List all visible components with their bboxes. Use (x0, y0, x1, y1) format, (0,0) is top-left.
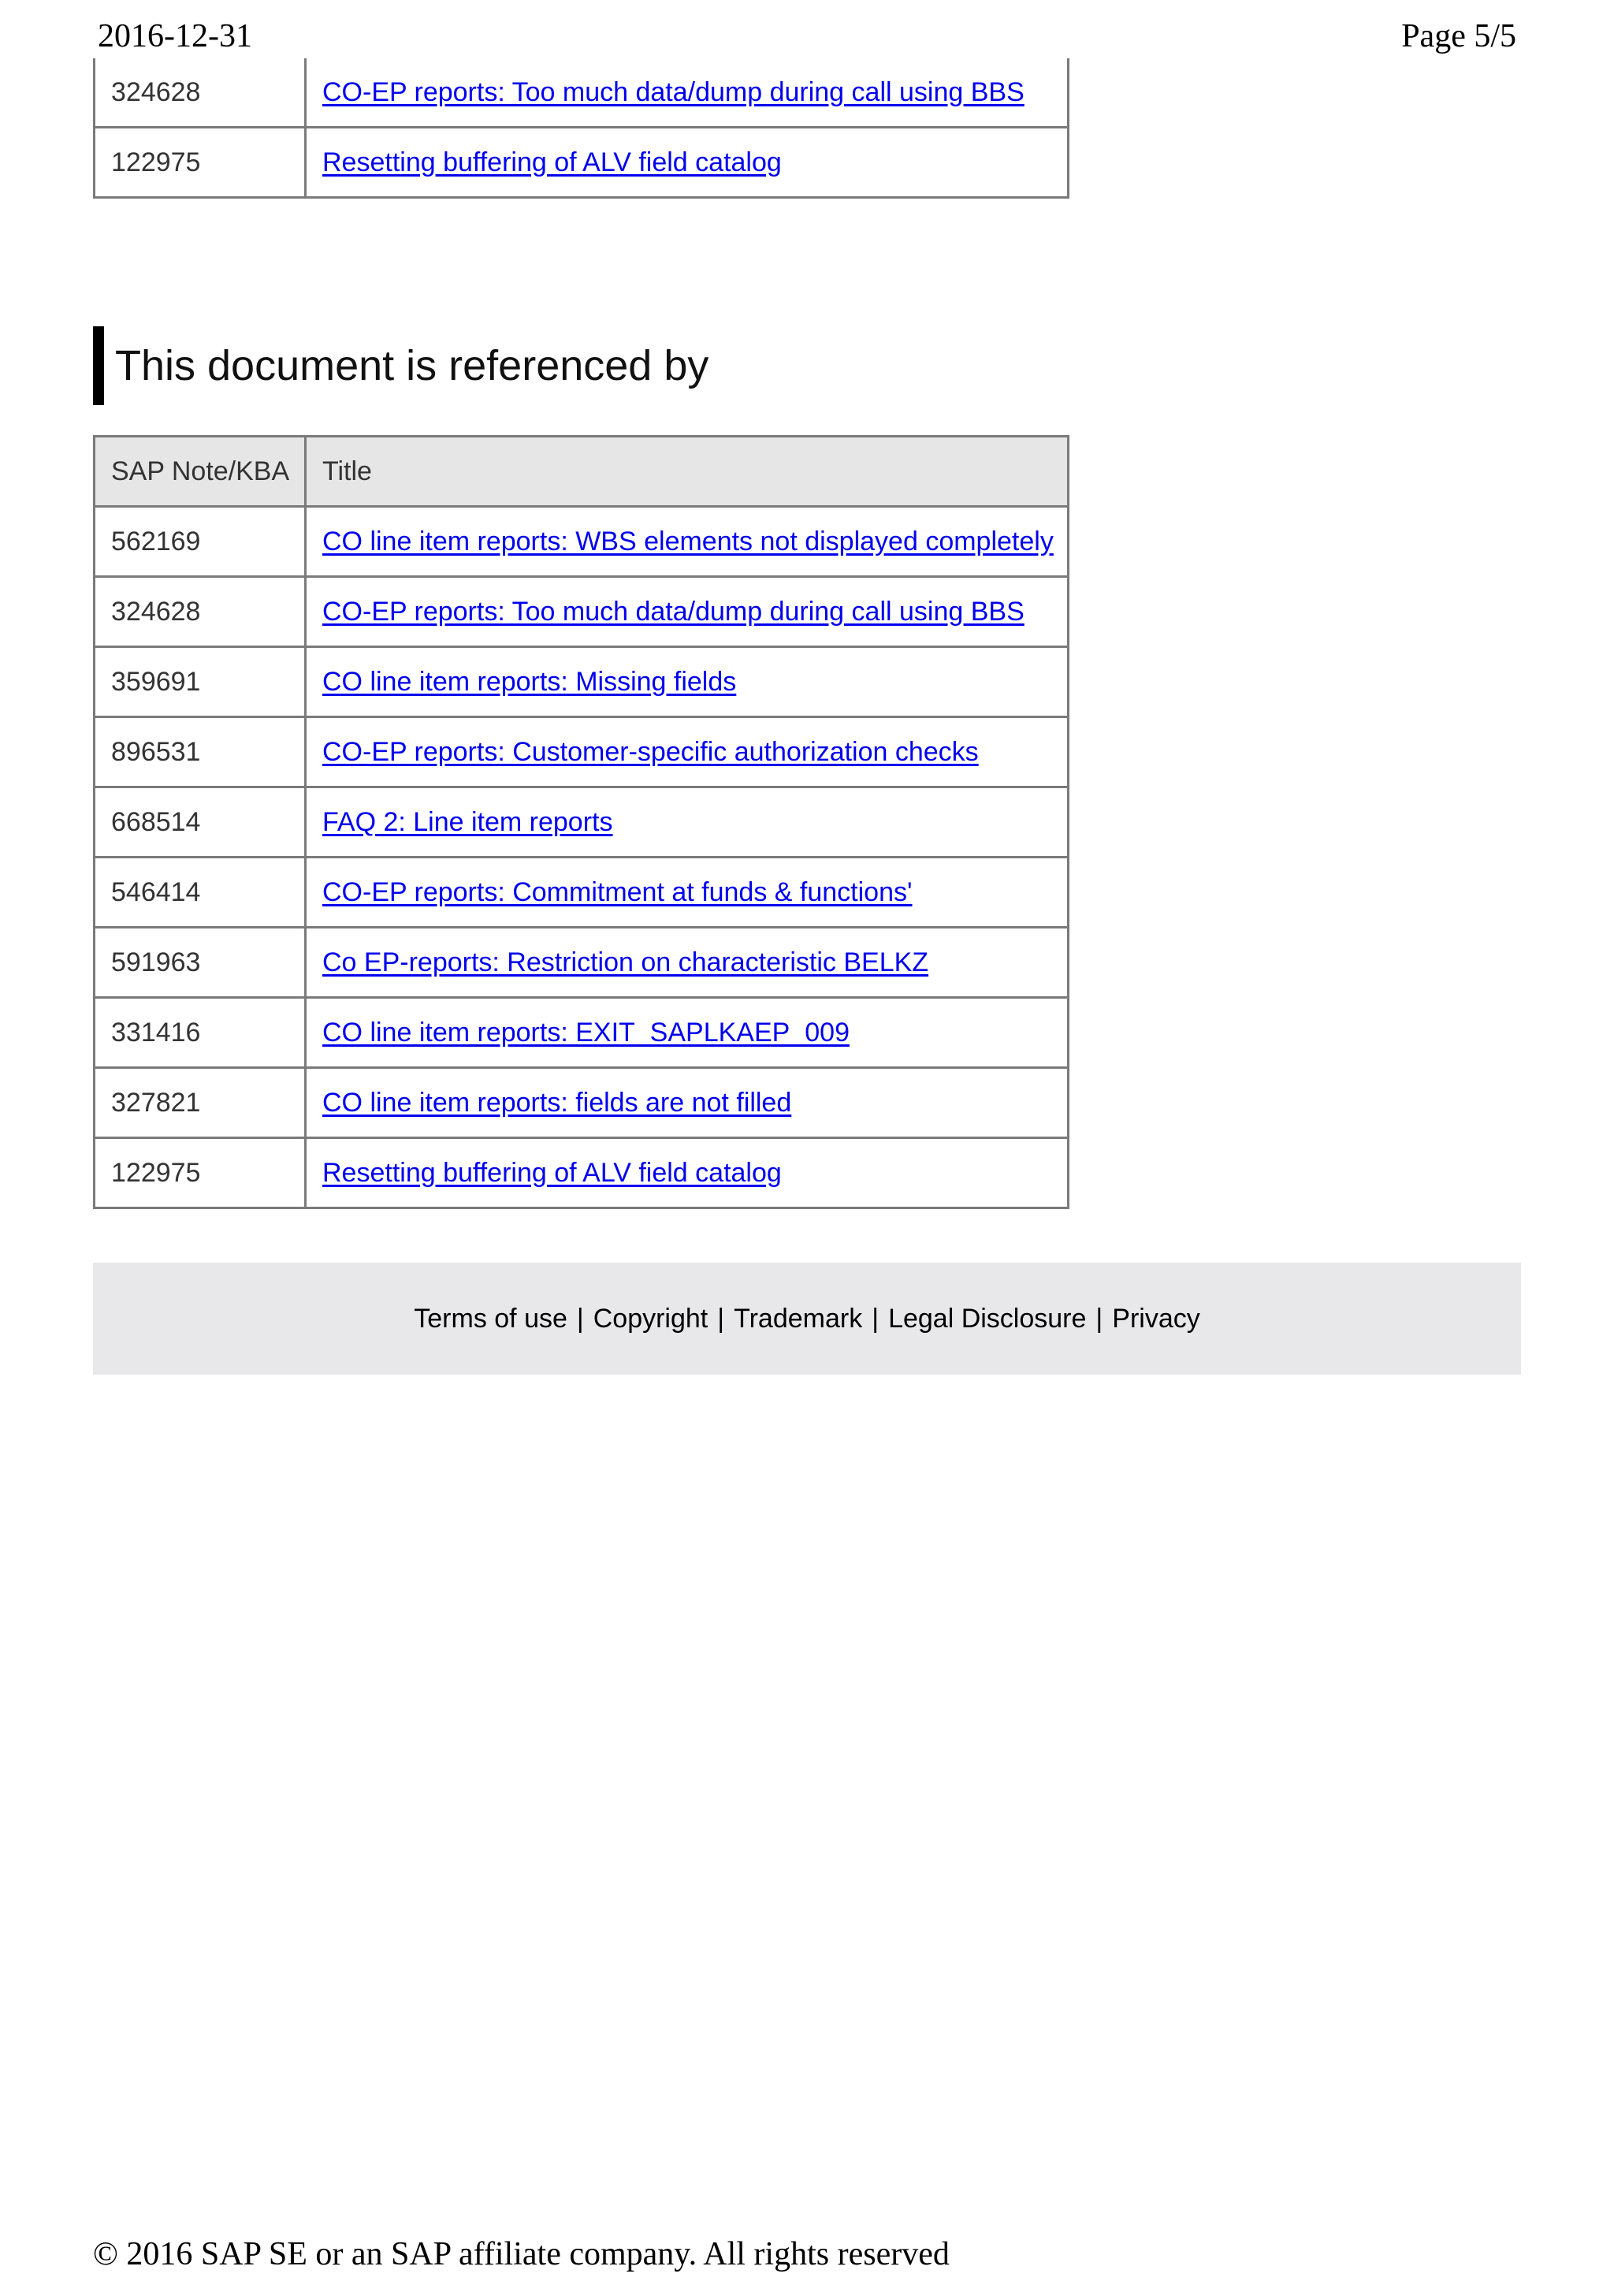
footer-link-copyright[interactable]: Copyright (593, 1303, 708, 1334)
page-number: Page 5/5 (1401, 18, 1516, 54)
copyright-notice: © 2016 SAP SE or an SAP affiliate company. All rights reserved (93, 2236, 950, 2272)
footer-link-terms-of-use[interactable]: Terms of use (414, 1303, 567, 1334)
note-number: 324628 (95, 577, 306, 647)
table-row (95, 647, 1069, 717)
footer-separator: | (576, 1303, 584, 1334)
table-row (95, 998, 1069, 1068)
note-title-cell (306, 858, 1069, 928)
note-number: 122975 (95, 1138, 306, 1208)
table-row (95, 507, 1069, 577)
column-header-note: SAP Note/KBA (95, 437, 306, 507)
table-row (95, 717, 1069, 787)
note-number: 896531 (95, 717, 306, 787)
heading-accent-bar (93, 326, 104, 405)
note-title-link[interactable]: FAQ 2: Line item reports (322, 806, 613, 837)
note-title-link[interactable]: Resetting buffering of ALV field catalog (322, 1157, 782, 1188)
table-row (95, 58, 1069, 128)
note-title-cell (306, 507, 1069, 577)
table-row (95, 577, 1069, 647)
table-row (95, 1068, 1069, 1138)
footer-separator: | (872, 1303, 880, 1334)
note-number: 591963 (95, 928, 306, 998)
table-row (95, 858, 1069, 928)
note-number: 359691 (95, 647, 306, 717)
note-title-link[interactable]: CO-EP reports: Customer-specific authorization checks (322, 736, 979, 767)
note-number: 327821 (95, 1068, 306, 1138)
note-title-link[interactable]: CO-EP reports: Too much data/dump during call using BBS (322, 596, 1025, 627)
footer-links-bar (93, 1263, 1521, 1375)
table-header-row (95, 437, 1069, 507)
table-row (95, 928, 1069, 998)
table-row (95, 1138, 1069, 1208)
footer-link-trademark[interactable]: Trademark (734, 1303, 863, 1334)
continued-notes-table (93, 58, 1069, 199)
note-number: 546414 (95, 858, 306, 928)
note-title-cell (306, 647, 1069, 717)
footer-link-legal-disclosure[interactable]: Legal Disclosure (888, 1303, 1087, 1334)
note-number: 668514 (95, 787, 306, 858)
note-number: 324628 (95, 58, 306, 128)
table-row (95, 128, 1069, 198)
note-title-cell (306, 717, 1069, 787)
footer-link-privacy[interactable]: Privacy (1112, 1303, 1200, 1334)
note-title-cell (306, 928, 1069, 998)
note-number: 562169 (95, 507, 306, 577)
note-title-cell (306, 58, 1069, 128)
table-row (95, 787, 1069, 858)
note-title-link[interactable]: CO-EP reports: Too much data/dump during call using BBS (322, 76, 1025, 107)
note-title-link[interactable]: CO line item reports: WBS elements not displayed completely (322, 526, 1054, 556)
footer-separator: | (717, 1303, 725, 1334)
note-title-cell (306, 1138, 1069, 1208)
referenced-by-table (93, 435, 1069, 1209)
note-title-link[interactable]: CO-EP reports: Commitment at funds & functions' (322, 876, 913, 907)
column-header-title: Title (306, 437, 1069, 507)
note-title-link[interactable]: CO line item reports: EXIT_SAPLKAEP_009 (322, 1017, 850, 1048)
footer-separator: | (1095, 1303, 1103, 1334)
note-title-cell (306, 787, 1069, 858)
note-title-cell (306, 1068, 1069, 1138)
note-title-link[interactable]: Resetting buffering of ALV field catalog (322, 147, 782, 177)
section-title: This document is referenced by (115, 342, 709, 389)
note-title-cell (306, 998, 1069, 1068)
page-date: 2016-12-31 (98, 18, 252, 54)
note-title-cell (306, 577, 1069, 647)
note-title-cell (306, 128, 1069, 198)
referenced-by-heading (93, 326, 708, 405)
note-title-link[interactable]: CO line item reports: fields are not filled (322, 1087, 792, 1118)
note-number: 122975 (95, 128, 306, 198)
note-number: 331416 (95, 998, 306, 1068)
note-title-link[interactable]: CO line item reports: Missing fields (322, 666, 737, 697)
note-title-link[interactable]: Co EP-reports: Restriction on characteristic BELKZ (322, 947, 929, 977)
